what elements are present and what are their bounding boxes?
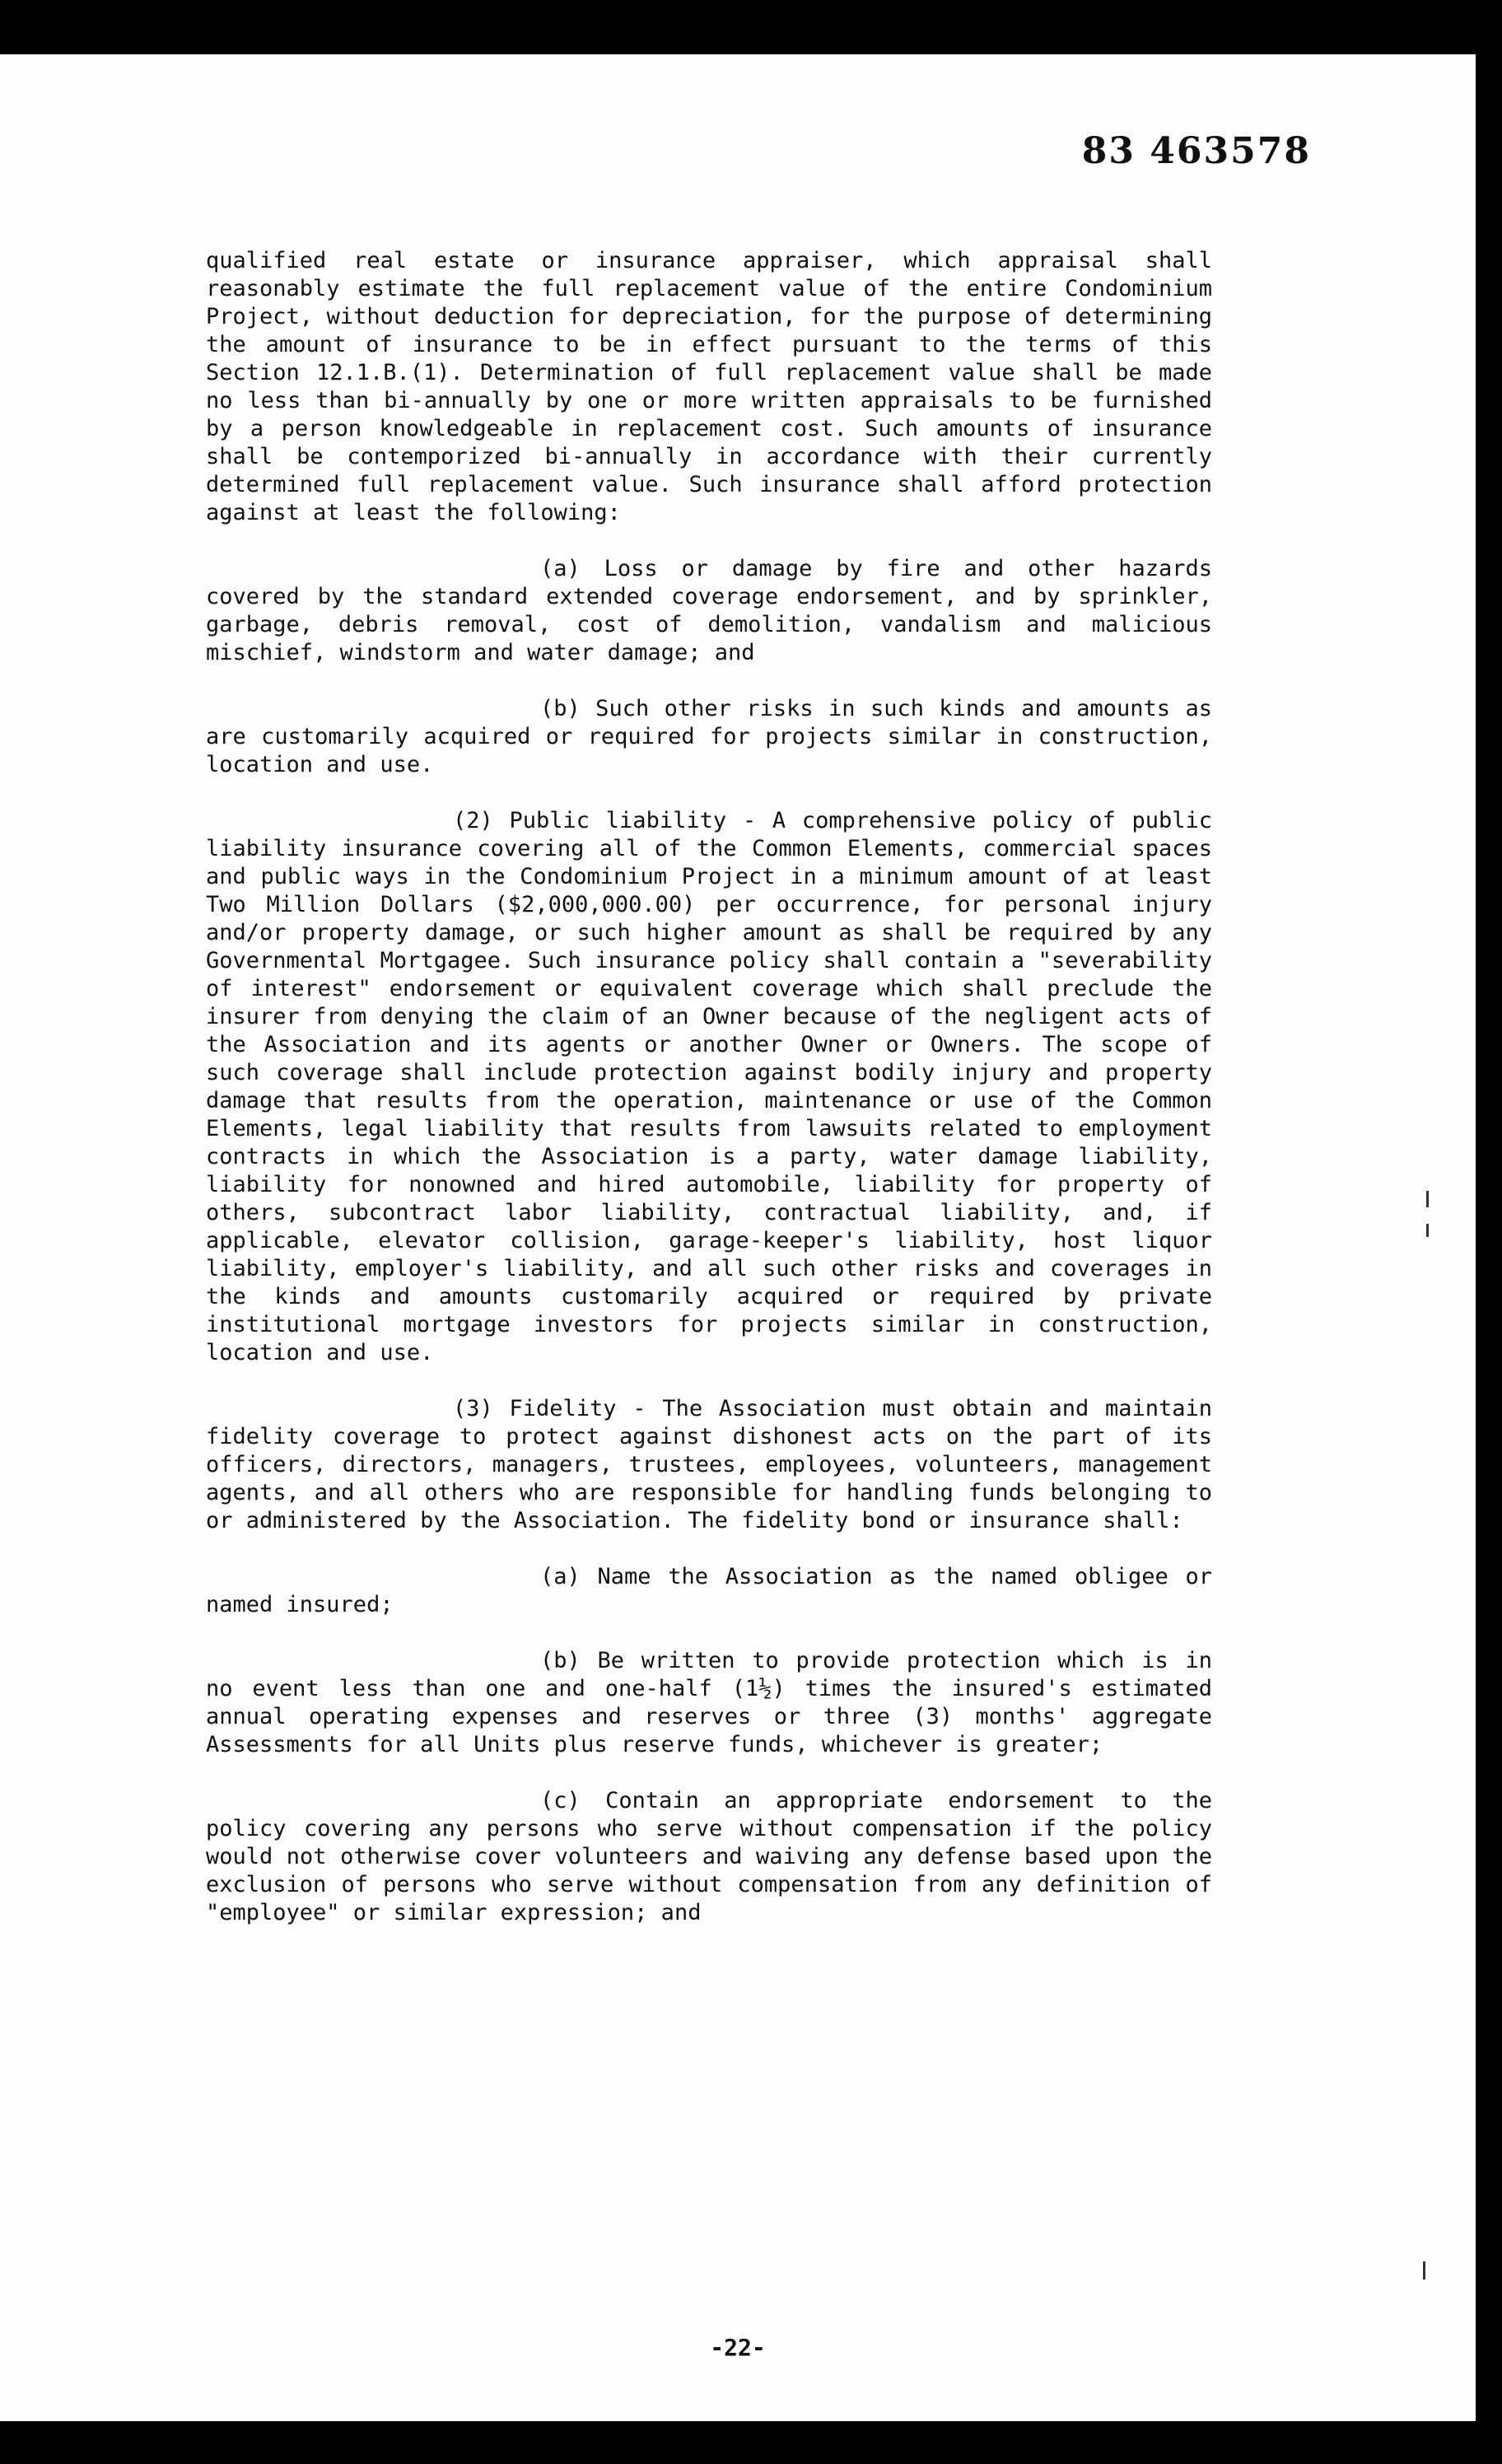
paragraph-3b-protection-amount: (b) Be written to provide protection which is in no event less than one and one-half (1½) times the insured's estimated annual operating expenses and reserves or three (3) months' aggregate Assessments for all Units plus reserve funds, whichever is greater; (206, 1648, 1212, 1757)
paragraph-1b-other-risks: (b) Such other risks in such kinds and amounts as are customarily acquired or required for projects similar in construction, location and use. (206, 696, 1212, 777)
scan-border-top (0, 0, 1502, 58)
paragraph-appraisal: qualified real estate or insurance appraiser, which appraisal shall reasonably estimate the full replacement value of the entire Condominium Project, without deduction for depreciation, for the purpose of determining the amount of insurance to be in effect pursuant to the terms of this Section 12.1.B.(1). Determination of full replacement value shall be made no less than bi-annually by one or more written appraisals to be furnished by a person knowledgeable in replacement cost. Such amounts of insurance shall be contemporized bi-annually in accordance with their currently determined full replacement value. Such insurance shall afford protection against at least the following: (206, 248, 1212, 525)
scan-edge-mark (1423, 2261, 1425, 2280)
document-number: 83 463578 (1081, 130, 1311, 172)
paragraph-3-fidelity: (3) Fidelity - The Association must obtain and maintain fidelity coverage to protect against dishonest acts on the part of its officers, directors, managers, trustees, employees, volunteers, management agents, and all others who are responsible for handling funds belonging to or administered by the Association. The fidelity bond or insurance shall: (206, 1396, 1212, 1533)
page-number-footer: -22- (710, 2334, 766, 2361)
paragraph-1a-fire-hazards: (a) Loss or damage by fire and other hazards covered by the standard extended coverage endorsement, and by sprinkler, garbage, debris removal, cost of demolition, vandalism and malicious mischief, windstorm and water damage; and (206, 556, 1212, 665)
scan-edge-mark (1426, 1224, 1429, 1237)
document-body (206, 247, 1212, 1955)
scan-border-bottom (0, 2421, 1502, 2464)
paragraph-2-public-liability: (2) Public liability - A comprehensive policy of public liability insurance covering all of the Common Elements, commercial spaces and public ways in the Condominium Project in a minimum amount of at least Two Million Dollars ($2,000,000.00) per occurrence, for personal injury and/or property damage, or such higher amount as shall be required by any Governmental Mortgagee. Such insurance policy shall contain a "severability of interest" endorsement or equivalent coverage which shall preclude the insurer from denying the claim of an Owner because of the negligent acts of the Association and its agents or another Owner or Owners. The scope of such coverage shall include protection against bodily injury and property damage that results from the operation, maintenance or use of the Common Elements, legal liability that results from lawsuits related to employment contracts in which the Association is a party, water damage liability, liability for nonowned and hired automobile, liability for property of others, subcontract labor liability, contractual liability, and, if applicable, elevator collision, garage-keeper's liability, host liquor liability, employer's liability, and all such other risks and coverages in the kinds and amounts customarily acquired or required by private institutional mortgage investors for projects similar in construction, location and use. (206, 808, 1212, 1365)
scan-edge-mark (1426, 1191, 1429, 1207)
document-page (0, 54, 1476, 2424)
paragraph-3c-endorsement: (c) Contain an appropriate endorsement to the policy covering any persons who serve without compensation if the policy would not otherwise cover volunteers and waiving any defense based upon the exclusion of persons who serve without compensation from any definition of "employee" or similar expression; and (206, 1788, 1212, 1925)
paragraph-3a-named-obligee: (a) Name the Association as the named obligee or named insured; (206, 1564, 1212, 1617)
